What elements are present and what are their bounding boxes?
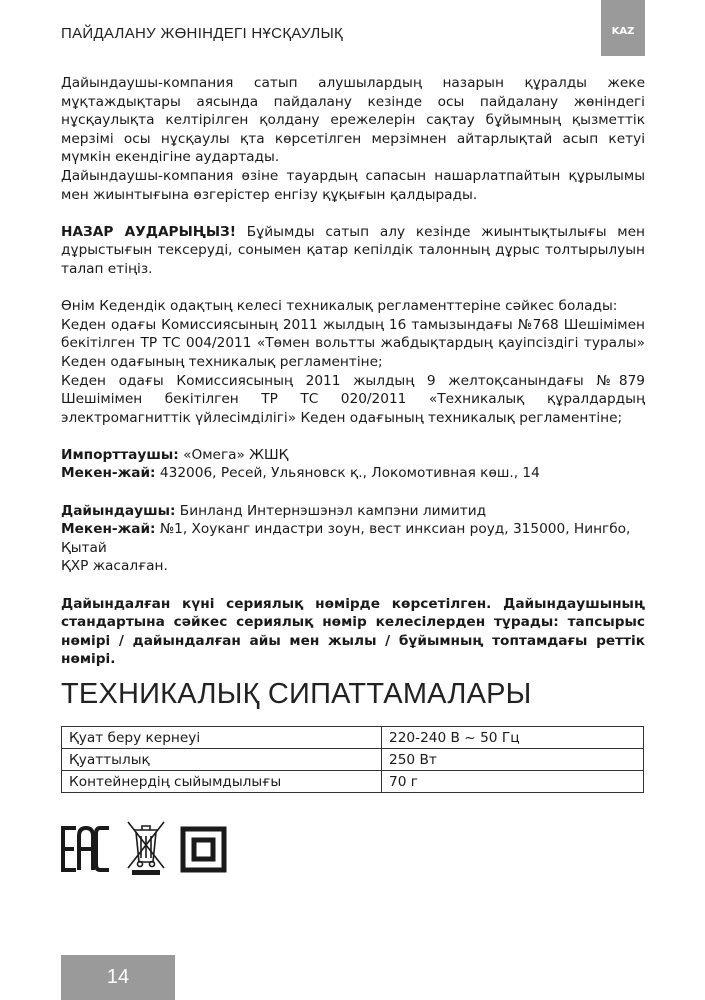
made-in-line: ҚХР жасалған.	[61, 558, 168, 575]
maker-line	[61, 502, 645, 521]
attention-text: Бұйымды сатып алу кезінде жиынтықтылығы мен дұрыстығын тексеруді, сонымен қатар кепілдік талонның дұрыс толтырылуын талап етіңіз.	[61, 223, 646, 277]
language-tab	[601, 0, 645, 56]
importer-address-value: 432006, Ресей, Ульяновск қ., Локомотивная көш., 14	[155, 465, 540, 482]
importer-value: «Омега» ЖШҚ	[178, 446, 289, 463]
language-label: KAZ	[611, 26, 635, 37]
serial-number-note: Дайындалған күні сериялық нөмірде көрсетілген. Дайындаушының стандартына сәйкес сериялық нөмір келесілерден тұрады: тапсырыс нөмірі / дайындалған айы мен жылы / бұйымның топтамдағы реттік нөмірі.	[61, 595, 645, 668]
spec-label: Контейнердің сыйымдылығы	[62, 771, 382, 793]
eac-mark-icon	[61, 826, 111, 872]
paragraph-attention	[61, 223, 645, 279]
maker-label: Дайындаушы:	[61, 502, 176, 519]
paragraph-compliance-879: Кеден одағы Комиссиясының 2011 жылдың 9 желтоқсанындағы №879 Шешімімен бекітілген ТР ТС 020/2011 «Техникалық құралдардың электромагниттік үйлесімділігі» Кеден одағының техникалық регламентіне;	[61, 372, 645, 426]
double-insulation-icon	[180, 826, 227, 873]
page-number-box	[61, 955, 175, 1000]
maker-address-label: Мекен-жай:	[61, 521, 156, 538]
importer-label: Импорттаушы:	[61, 446, 179, 463]
maker-address-line	[61, 520, 645, 557]
paragraph-design-changes: Дайындаушы-компания өзіне тауардың сапасын нашарлатпайтын құрылымы мен жиынтығына өзгерістер енгізу құқығын қалдырады.	[61, 167, 645, 203]
importer-line	[61, 446, 645, 465]
body-text	[61, 74, 645, 669]
paragraph-compliance-intro: Өнім Кедендік одақтың келесі техникалық регламенттеріне сәйкес болады:	[61, 298, 618, 315]
paragraph-compliance-768: Кеден одағы Комиссиясының 2011 жылдың 16 тамызындағы №768 Шешімімен бекітілген ТР ТС 004/2011 «Төмен вольтты жабдықтардың қауіпсіздігі туралы» Кеден одағының техникалық регламентіне;	[61, 316, 645, 370]
importer-address-line	[61, 464, 645, 483]
page-number: 14	[106, 966, 130, 988]
importer-address-label: Мекен-жай:	[61, 465, 156, 482]
header-title: ПАЙДАЛАНУ ЖӨНІНДЕГІ НҰСҚАУЛЫҚ	[61, 25, 344, 42]
table-row	[62, 727, 644, 749]
specs-table	[61, 726, 644, 793]
specs-title: ТЕХНИКАЛЫҚ СИПАТТАМАЛАРЫ	[61, 678, 532, 710]
spec-value: 250 Вт	[382, 749, 644, 771]
maker-value: Бинланд Интернэшэнэл кампэни лимитид	[175, 502, 487, 519]
spec-label: Қуат беру кернеуі	[62, 727, 382, 749]
attention-label: НАЗАР АУДАРЫҢЫЗ!	[61, 223, 236, 240]
spec-value: 70 г	[382, 771, 644, 793]
maker-address-value: №1, Хоуканг индастри зоун, вест инксиан роуд, 315000, Нингбо, Қытай	[61, 521, 631, 556]
spec-value: 220-240 В ~ 50 Гц	[382, 727, 644, 749]
table-row	[62, 749, 644, 771]
crossed-bin-icon	[124, 818, 168, 876]
table-row	[62, 771, 644, 793]
paragraph-warranty-notice: Дайындаушы-компания сатып алушылардың назарын құралды жеке мұқтаждықтары аясында пайдалану кезінде осы пайдалану жөніндегі нұсқаулықта келтірілген қолдану ережелерін сақтау бұйымның қызметтік мерзімі осы нұсқаулы қта көрсетілген мерзімнен айтарлықтай асып кетуі мүмкін екендігіне аудартады.	[61, 75, 645, 166]
spec-label: Қуаттылық	[62, 749, 382, 771]
